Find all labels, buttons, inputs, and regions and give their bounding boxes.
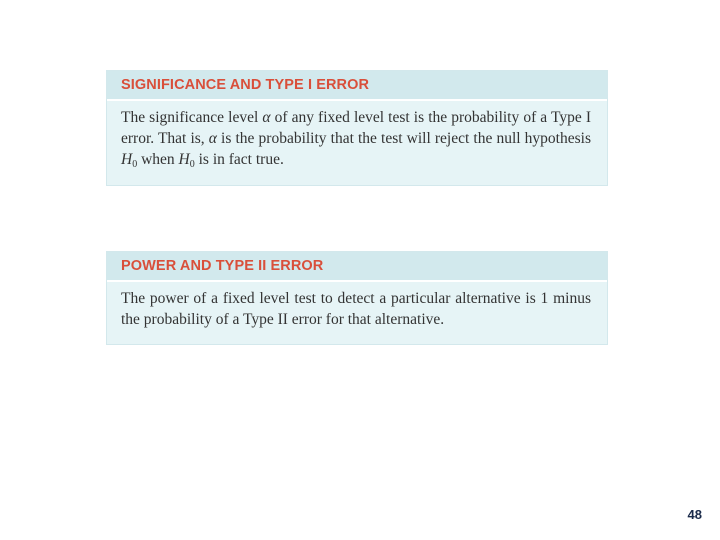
power-box-text: The power of a fixed level test to detect a particular alternative is 1 minus the probability of a Type II error for that alternative. xyxy=(121,290,591,328)
significance-box-title: SIGNIFICANCE AND TYPE I ERROR xyxy=(121,77,370,93)
significance-box xyxy=(106,70,608,186)
power-box-header xyxy=(107,252,607,282)
alpha-symbol: α xyxy=(208,130,217,147)
null-hypothesis-symbol: H xyxy=(121,151,133,168)
null-hypothesis-symbol: H xyxy=(178,151,190,168)
significance-box-text: The significance level α of any fixed level test is the probability of a Type I error. That is, α is the probability that the test will reject the null hypothesis $H_0$ when $H_0$ is in fact true. xyxy=(121,109,592,170)
significance-box-header xyxy=(107,71,607,101)
power-box-title: POWER AND TYPE II ERROR xyxy=(121,258,324,274)
power-box xyxy=(106,251,608,345)
page-number: 48 xyxy=(687,507,702,522)
alpha-symbol: α xyxy=(262,109,271,126)
